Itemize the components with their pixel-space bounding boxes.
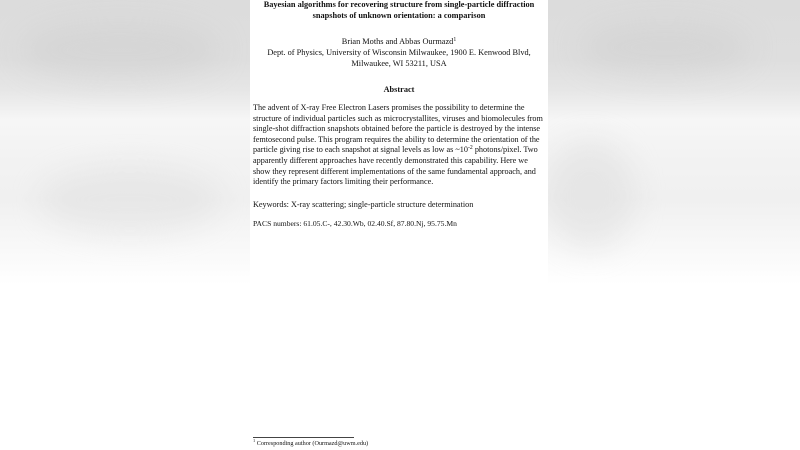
footnote-text: Corresponding author (Ourmazd@uwm.edu) (255, 440, 369, 447)
keywords: Keywords: X-ray scattering; single-particle structure determination (253, 200, 474, 209)
footnote-divider (253, 437, 354, 438)
affiliation (250, 47, 548, 69)
abstract-text: particle giving rise to each snapshot at signal levels as low as ~10 (253, 145, 468, 155)
exponent: -2 (467, 145, 473, 152)
paper-title (250, 0, 548, 21)
paper-page (250, 0, 548, 450)
footnote-mark: 1 (253, 438, 256, 443)
affiliation-line: Dept. of Physics, University of Wisconsin Milwaukee, 1900 E. Kenwood Blvd, (267, 48, 531, 57)
abstract-line: The advent of X-ray Free Electron Lasers promises the possibility to determine the (253, 103, 525, 112)
abstract-body (253, 103, 549, 188)
title-line: Bayesian algorithms for recovering structure from single-particle diffraction (263, 0, 535, 9)
abstract-line (253, 145, 549, 156)
abstract-text: photons/pixel. Two (472, 145, 538, 155)
abstract-line: apparently different approaches have recently demonstrated this capability. Here we (253, 155, 528, 165)
background-blur-shape (545, 140, 635, 250)
pacs-numbers: PACS numbers: 61.05.C-, 42.30.Wb, 02.40.Sf, 87.80.Nj, 95.75.Mn (253, 219, 457, 228)
background-blur-shape (580, 20, 750, 75)
abstract-line: identify the primary factors limiting their performance. (253, 177, 434, 187)
affiliation-line: Milwaukee, WI 53211, USA (351, 59, 447, 69)
authors-text: Brian Moths and Abbas Ourmazd (341, 37, 454, 46)
abstract-line: femtosecond pulse. This program requires the ability to determine the orientation of the (253, 134, 540, 144)
title-line: snapshots of unknown orientation: a comparison (312, 11, 486, 20)
abstract-line: single-shot diffraction snapshots obtained before the particle is destroyed by the intense (253, 124, 541, 134)
footnote (253, 440, 368, 447)
abstract-heading: Abstract (383, 85, 415, 94)
author-footnote-mark: 1 (453, 37, 457, 43)
abstract-line: structure of individual particles such as microcrystallites, viruses and biomolecules from (253, 113, 543, 123)
abstract-line: show they represent different implementations of the same fundamental approach, and (253, 166, 536, 176)
author-list (250, 36, 548, 47)
background-blur-shape (20, 20, 220, 80)
background-blur-shape (40, 165, 220, 235)
